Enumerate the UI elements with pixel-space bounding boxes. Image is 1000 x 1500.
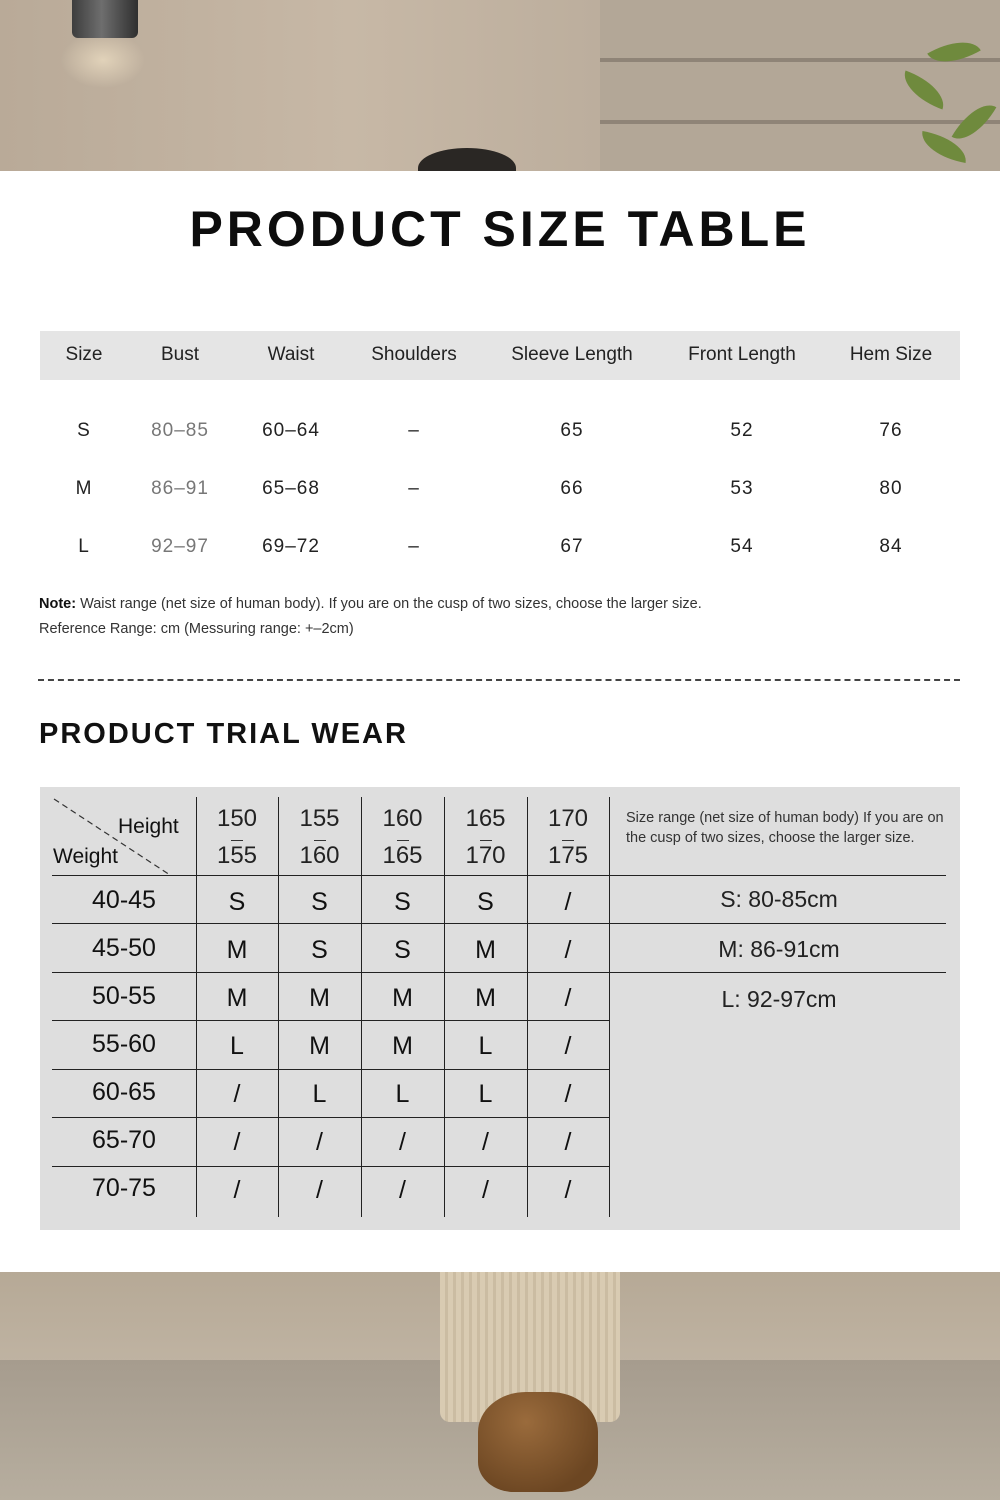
size-table-header: [40, 331, 960, 380]
recommended-size: /: [564, 1032, 572, 1060]
row-bust: 86–91: [151, 478, 209, 499]
range-dash: [314, 840, 326, 841]
header-bust: Bust: [160, 344, 200, 365]
grid-line: [52, 875, 946, 876]
size-table-title: PRODUCT SIZE TABLE: [189, 201, 811, 257]
height-from: 150: [216, 805, 258, 832]
recommended-size: M: [309, 984, 330, 1012]
range-dash: [562, 840, 574, 841]
grid-line: [609, 797, 610, 1217]
grid-line: [52, 1166, 610, 1167]
recommended-size: S: [311, 936, 328, 964]
recommended-size: S: [228, 888, 246, 916]
recommended-size: L: [230, 1032, 244, 1060]
range-s: S: 80-85cm: [720, 886, 838, 912]
row-size: M: [75, 478, 93, 499]
recommended-size: L: [395, 1080, 410, 1108]
recommended-size: /: [482, 1176, 489, 1204]
note-label: Note:: [39, 596, 77, 612]
corner-height-label: Height: [118, 815, 179, 838]
recommended-size: M: [226, 936, 248, 964]
recommended-size: M: [226, 984, 248, 1012]
row-sleeve-length: 67: [560, 536, 584, 557]
grid-line: [52, 972, 946, 973]
height-from: 155: [299, 805, 340, 832]
height-from: 160: [382, 805, 423, 832]
recommended-size: /: [564, 1128, 572, 1156]
recommended-size: /: [482, 1128, 489, 1156]
row-shoulders: –: [408, 420, 420, 441]
bottom-lifestyle-photo: [0, 1272, 1000, 1500]
weight-label: 50-55: [92, 982, 156, 1010]
weight-label: 45-50: [92, 934, 156, 962]
height-to: 175: [547, 842, 589, 869]
row-hem-size: 84: [879, 536, 903, 557]
grid-line: [52, 1020, 610, 1021]
grid-line: [52, 1117, 610, 1118]
size-note: [39, 596, 702, 612]
row-waist: 65–68: [262, 478, 320, 499]
weight-label: 65-70: [92, 1126, 156, 1154]
header-sleeve-length: Sleeve Length: [511, 344, 633, 365]
grid-line: [52, 923, 946, 924]
row-front-length: 52: [730, 420, 754, 441]
recommended-size: M: [475, 936, 496, 964]
recommended-size: M: [309, 1032, 330, 1060]
row-hem-size: 80: [879, 478, 903, 499]
reference-range: Reference Range: cm (Messuring range: +–2cm): [39, 621, 354, 637]
row-hem-size: 76: [879, 420, 903, 441]
header-hem-size: Hem Size: [849, 344, 933, 365]
recommended-size: /: [564, 1176, 572, 1204]
range-dash: [397, 840, 409, 841]
model-head: [418, 148, 516, 171]
height-to: 160: [299, 842, 340, 869]
recommended-size: L: [478, 1080, 493, 1108]
weight-label: 70-75: [92, 1174, 156, 1202]
section-divider: [38, 679, 960, 681]
row-front-length: 53: [730, 478, 754, 499]
wall-lamp: [72, 0, 138, 38]
corner-weight-label: Weight: [53, 845, 118, 868]
recommended-size: /: [564, 984, 572, 1012]
recommended-size: L: [312, 1080, 327, 1108]
row-shoulders: –: [408, 478, 420, 499]
recommended-size: /: [316, 1176, 323, 1204]
trial-wear-title: PRODUCT TRIAL WEAR: [39, 718, 408, 750]
recommended-size: /: [233, 1080, 241, 1108]
range-dash: [231, 840, 243, 841]
height-from: 165: [465, 805, 506, 832]
row-bust: 80–85: [151, 420, 209, 441]
header-shoulders: Shoulders: [371, 344, 457, 365]
height-from: 170: [547, 805, 589, 832]
weight-label: 55-60: [92, 1030, 156, 1058]
header-waist: Waist: [267, 344, 315, 365]
recommended-size: S: [394, 936, 411, 964]
note-text: Waist range (net size of human body). If you are on the cusp of two sizes, choose the larger size.: [76, 596, 702, 612]
header-front-length: Front Length: [688, 344, 796, 365]
range-l: L: 92-97cm: [721, 986, 837, 1012]
row-front-length: 54: [730, 536, 754, 557]
recommended-size: /: [399, 1176, 406, 1204]
grid-line: [52, 1069, 610, 1070]
height-to: 165: [382, 842, 423, 869]
recommended-size: /: [399, 1128, 406, 1156]
row-shoulders: –: [408, 536, 420, 557]
height-to: 155: [216, 842, 258, 869]
recommended-size: /: [233, 1176, 241, 1204]
recommended-size: /: [233, 1128, 241, 1156]
weight-label: 60-65: [92, 1078, 156, 1106]
top-lifestyle-photo: [0, 0, 1000, 171]
recommended-size: /: [564, 936, 572, 964]
recommended-size: M: [392, 1032, 413, 1060]
size-range-note: Size range (net size of human body) If you are on the cusp of two sizes, choose the larger size.: [626, 810, 944, 846]
recommended-size: /: [564, 1080, 572, 1108]
row-waist: 60–64: [262, 420, 320, 441]
recommended-size: S: [477, 888, 494, 916]
row-size: L: [78, 536, 90, 557]
range-dash: [480, 840, 492, 841]
row-bust: 92–97: [151, 536, 209, 557]
row-waist: 69–72: [262, 536, 320, 557]
row-sleeve-length: 65: [560, 420, 584, 441]
recommended-size: M: [475, 984, 496, 1012]
recommended-size: S: [394, 888, 411, 916]
row-sleeve-length: 66: [560, 478, 584, 499]
row-size: S: [77, 420, 91, 441]
weight-label: 40-45: [92, 886, 156, 914]
header-size: Size: [65, 344, 103, 365]
height-to: 170: [465, 842, 506, 869]
recommended-size: M: [392, 984, 413, 1012]
model-shoe: [478, 1392, 598, 1492]
range-m: M: 86-91cm: [718, 936, 840, 962]
recommended-size: /: [316, 1128, 323, 1156]
recommended-size: S: [311, 888, 328, 916]
recommended-size: /: [564, 888, 572, 916]
recommended-size: L: [478, 1032, 493, 1060]
